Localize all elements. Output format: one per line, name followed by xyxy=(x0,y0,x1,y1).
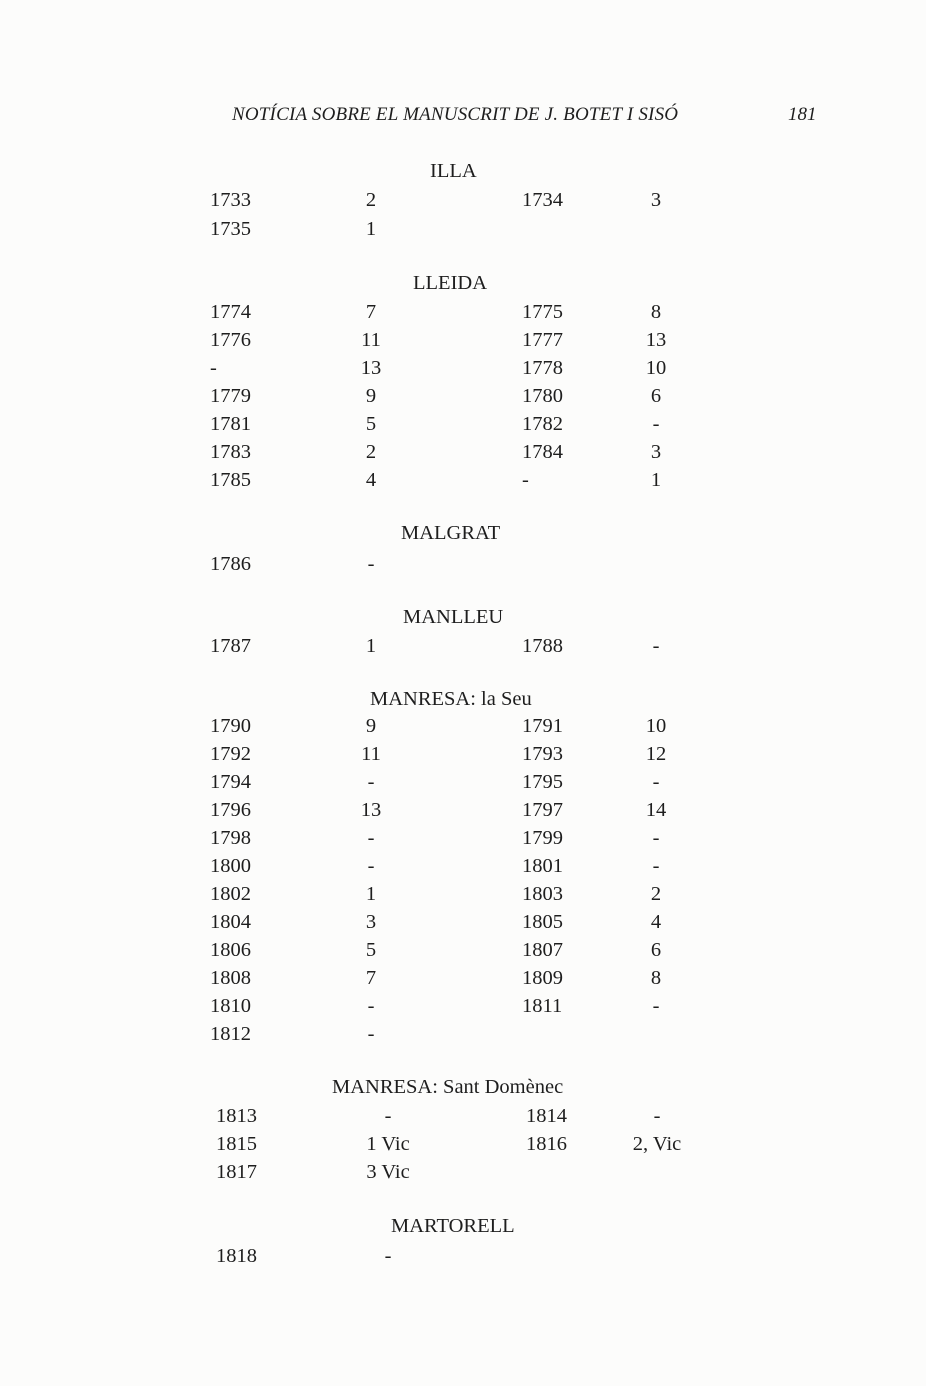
table-cell: 1777 xyxy=(522,328,563,351)
table-cell: - xyxy=(653,1104,661,1127)
table-cell: 3 xyxy=(650,188,662,211)
table-cell: 4 xyxy=(650,910,662,933)
table-cell: 1 xyxy=(650,468,662,491)
running-head: NOTÍCIA SOBRE EL MANUSCRIT DE J. BOTET I SISÓ xyxy=(232,104,679,125)
table-cell: 1774 xyxy=(210,300,251,323)
table-cell: 2 xyxy=(365,440,377,463)
table-cell: 1790 xyxy=(210,714,251,737)
table-cell: 1784 xyxy=(522,440,563,463)
table-cell: 1804 xyxy=(210,910,251,933)
table-cell: 14 xyxy=(645,798,667,821)
table-cell: 1782 xyxy=(522,412,563,435)
table-cell: 12 xyxy=(645,742,667,765)
table-cell: 1799 xyxy=(522,826,563,849)
table-cell: 1779 xyxy=(210,384,251,407)
table-cell: 1797 xyxy=(522,798,563,821)
table-cell: 1785 xyxy=(210,468,251,491)
table-cell: 1795 xyxy=(522,770,563,793)
table-cell: 7 xyxy=(365,300,377,323)
table-cell: 13 xyxy=(645,328,667,351)
table-cell: 1802 xyxy=(210,882,251,905)
table-cell: 1787 xyxy=(210,634,251,657)
section-heading: MANRESA: la Seu xyxy=(370,688,532,710)
table-cell: 1733 xyxy=(210,188,251,211)
table-cell: 1815 xyxy=(216,1132,257,1155)
table-cell: 2 xyxy=(650,882,662,905)
table-cell: 8 xyxy=(650,300,662,323)
section-heading: MARTORELL xyxy=(391,1215,515,1237)
table-cell: 1788 xyxy=(522,634,563,657)
table-cell: 1775 xyxy=(522,300,563,323)
table-cell: 1801 xyxy=(522,854,563,877)
table-cell: - xyxy=(652,770,660,793)
table-cell: 9 xyxy=(365,714,377,737)
table-cell: 8 xyxy=(650,966,662,989)
table-cell: 1798 xyxy=(210,826,251,849)
table-cell: 3 Vic xyxy=(366,1160,410,1183)
table-cell: 1 xyxy=(365,882,377,905)
table-cell: - xyxy=(652,634,660,657)
section-heading: ILLA xyxy=(430,160,477,182)
table-cell: 10 xyxy=(645,356,667,379)
table-cell: - xyxy=(367,854,375,877)
section-heading: MANRESA: Sant Domènec xyxy=(332,1076,564,1098)
table-cell: 1794 xyxy=(210,770,251,793)
table-cell: 5 xyxy=(365,412,377,435)
table-cell: 1 Vic xyxy=(366,1132,410,1155)
table-cell: 1800 xyxy=(210,854,251,877)
section-heading: MANLLEU xyxy=(403,606,504,628)
table-cell: 11 xyxy=(361,742,381,765)
table-cell: 1816 xyxy=(526,1132,567,1155)
table-cell: - xyxy=(652,412,660,435)
table-cell: 1786 xyxy=(210,552,251,575)
table-cell: - xyxy=(652,994,660,1017)
table-cell: - xyxy=(367,826,375,849)
table-cell: 1791 xyxy=(522,714,563,737)
table-cell: - xyxy=(367,994,375,1017)
table-cell: 9 xyxy=(365,384,377,407)
table-cell: 1803 xyxy=(522,882,563,905)
table-cell: 1778 xyxy=(522,356,563,379)
table-cell: 1811 xyxy=(522,994,563,1017)
table-cell: 1776 xyxy=(210,328,251,351)
table-cell: 13 xyxy=(360,356,382,379)
table-cell: 2 xyxy=(365,188,377,211)
table-cell: 1793 xyxy=(522,742,563,765)
table-cell: 1807 xyxy=(522,938,563,961)
table-cell: - xyxy=(210,356,217,379)
table-cell: 1 xyxy=(365,217,377,240)
table-cell: 2, Vic xyxy=(632,1132,682,1155)
table-cell: 1808 xyxy=(210,966,251,989)
page-number: 181 xyxy=(788,104,817,125)
table-cell: 7 xyxy=(365,966,377,989)
table-cell: - xyxy=(384,1104,392,1127)
section-heading: LLEIDA xyxy=(413,272,488,294)
table-cell: - xyxy=(652,854,660,877)
table-cell: 1734 xyxy=(522,188,563,211)
section-heading: MALGRAT xyxy=(401,522,501,544)
table-cell: - xyxy=(652,826,660,849)
table-cell: 1735 xyxy=(210,217,251,240)
table-cell: 1 xyxy=(365,634,377,657)
table-cell: 5 xyxy=(365,938,377,961)
table-cell: 1805 xyxy=(522,910,563,933)
table-cell: 1796 xyxy=(210,798,251,821)
table-cell: 1783 xyxy=(210,440,251,463)
table-cell: 1813 xyxy=(216,1104,257,1127)
table-cell: - xyxy=(384,1244,392,1267)
table-cell: 4 xyxy=(365,468,377,491)
table-cell: 6 xyxy=(650,384,662,407)
table-cell: 1781 xyxy=(210,412,251,435)
table-cell: - xyxy=(367,552,375,575)
table-cell: 1817 xyxy=(216,1160,257,1183)
table-cell: 1812 xyxy=(210,1022,251,1045)
table-cell: 3 xyxy=(650,440,662,463)
table-cell: 13 xyxy=(360,798,382,821)
table-cell: 1792 xyxy=(210,742,251,765)
table-cell: 1810 xyxy=(210,994,251,1017)
table-cell: 1814 xyxy=(526,1104,567,1127)
table-cell: 1809 xyxy=(522,966,563,989)
table-cell: - xyxy=(367,770,375,793)
table-cell: 10 xyxy=(645,714,667,737)
table-cell: 1806 xyxy=(210,938,251,961)
table-cell: 6 xyxy=(650,938,662,961)
table-cell: - xyxy=(367,1022,375,1045)
table-cell: 11 xyxy=(361,328,381,351)
table-cell: 1818 xyxy=(216,1244,257,1267)
table-cell: - xyxy=(522,468,529,491)
table-cell: 3 xyxy=(365,910,377,933)
table-cell: 1780 xyxy=(522,384,563,407)
